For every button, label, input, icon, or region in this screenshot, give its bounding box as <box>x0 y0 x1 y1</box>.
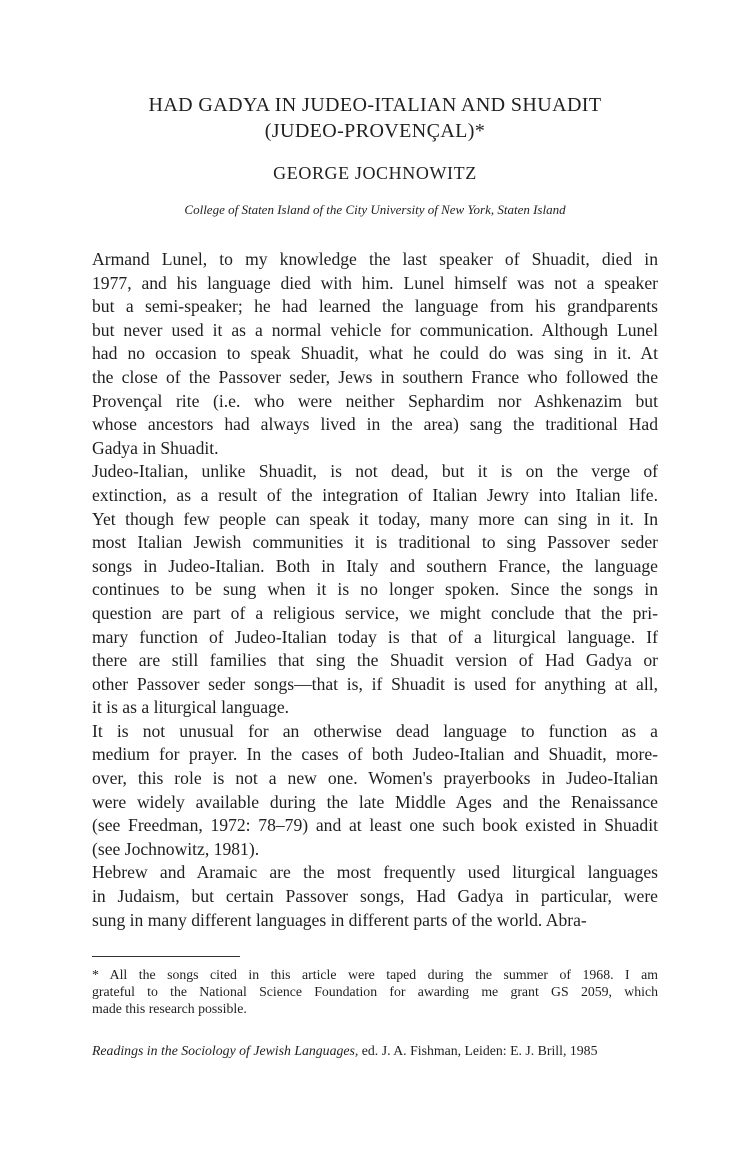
body-paragraph <box>92 460 658 720</box>
article-body <box>92 248 658 932</box>
text-line: the close of the Passover seder, Jews in southern France who followed the <box>92 366 658 387</box>
article-title <box>92 92 658 144</box>
footnote-line: made this research possible. <box>92 1001 247 1016</box>
text-line: question are part of a religious service, we might conclude that the pri- <box>92 602 658 623</box>
text-line: in Judaism, but certain Passover songs, Had Gadya in particular, were <box>92 886 658 907</box>
citation-details: ed. J. A. Fishman, Leiden: E. J. Brill, 1985 <box>358 1043 598 1058</box>
title-line-2: (JUDEO-PROVENÇAL)* <box>264 120 486 142</box>
text-line: Gadya in Shuadit. <box>92 437 219 458</box>
text-line: other Passover seder songs—that is, if Shuadit is used for anything at all, <box>92 673 658 694</box>
body-paragraph <box>92 861 658 932</box>
text-line: Armand Lunel, to my knowledge the last speaker of Shuadit, died in <box>92 249 658 269</box>
text-line: medium for prayer. In the cases of both Judeo-Italian and Shuadit, more- <box>92 744 658 765</box>
text-line: songs in Judeo-Italian. Both in Italy and southern France, the language <box>92 555 658 576</box>
text-line: sung in many different languages in different parts of the world. Abra- <box>92 909 587 930</box>
footnote-divider <box>92 956 240 957</box>
text-line: (see Jochnowitz, 1981). <box>92 838 260 859</box>
text-line: It is not unusual for an otherwise dead language to function as a <box>92 720 658 741</box>
text-line: but a semi-speaker; he had learned the language from his grandparents <box>92 296 658 317</box>
source-citation <box>92 1042 658 1060</box>
text-line: continues to be sung when it is no longer spoken. Since the songs in <box>92 579 658 600</box>
citation-book-title: Readings in the Sociology of Jewish Languages, <box>92 1043 359 1058</box>
text-line: extinction, as a result of the integration of Italian Jewry into Italian life. <box>92 484 658 505</box>
title-line-1: HAD GADYA IN JUDEO-ITALIAN AND SHUADIT <box>148 94 602 116</box>
text-line: Hebrew and Aramaic are the most frequently used liturgical languages <box>92 862 658 883</box>
text-line: over, this role is not a new one. Women's prayerbooks in Judeo-Italian <box>92 768 658 789</box>
text-line: Provençal rite (i.e. who were neither Sephardim nor Ashkenazim but <box>92 390 658 411</box>
text-line: Yet though few people can speak it today, many more can sing in it. In <box>92 508 658 529</box>
text-line: had no occasion to speak Shuadit, what he could do was sing in it. At <box>92 343 658 364</box>
text-line: Judeo-Italian, unlike Shuadit, is not dead, but it is on the verge of <box>92 461 658 482</box>
footnote-line: * All the songs cited in this article were taped during the summer of 1968. I am <box>92 967 658 982</box>
body-paragraph <box>92 248 658 460</box>
footnote <box>92 966 658 1017</box>
text-line: (see Freedman, 1972: 78–79) and at least one such book existed in Shuadit <box>92 815 658 836</box>
text-line: most Italian Jewish communities it is traditional to sing Passover seder <box>92 532 658 553</box>
text-line: 1977, and his language died with him. Lunel himself was not a speaker <box>92 272 658 293</box>
text-line: it is as a liturgical language. <box>92 697 290 718</box>
footnote-line: grateful to the National Science Foundation for awarding me grant GS 2059, which <box>92 984 658 999</box>
body-paragraph <box>92 720 658 862</box>
text-line: were widely available during the late Middle Ages and the Renaissance <box>92 791 658 812</box>
article-page <box>92 92 658 932</box>
text-line: there are still families that sing the Shuadit version of Had Gadya or <box>92 650 658 671</box>
article-author: GEORGE JOCHNOWITZ <box>273 163 477 183</box>
text-line: but never used it as a normal vehicle for communication. Although Lunel <box>92 319 658 340</box>
author-affiliation: College of Staten Island of the City University of New York, Staten Island <box>184 202 566 217</box>
text-line: whose ancestors had always lived in the area) sang the traditional Had <box>92 414 658 435</box>
text-line: mary function of Judeo-Italian today is that of a liturgical language. If <box>92 626 658 647</box>
